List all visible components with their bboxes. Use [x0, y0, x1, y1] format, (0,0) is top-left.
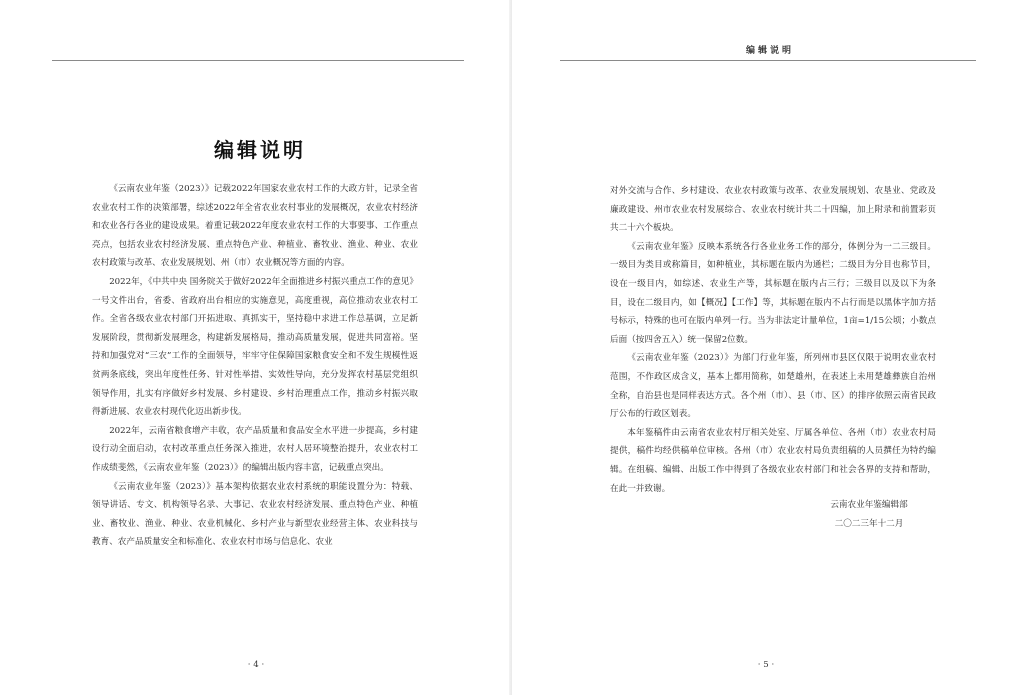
page-number-right: · 5 · [757, 660, 775, 670]
paragraph: 《云南农业年鉴（2023）》记载2022年国家农业农村工作的大政方针，记录全省农业农村工作的决策部署，综述2022年全省农业农村事业的发展概况，农业农村经济和农业各行各业的建设成果。着重记载2022年度农业农村工作的大事要事、工作重点亮点，包括农业农村经济发展、重点特色产业、种植业、畜牧业、渔业、种业、农业农村政策与改革、农业发展规划、州（市）农业概况等方面的内容。 [92, 184, 418, 269]
running-head: 编辑说明 [745, 46, 794, 56]
signature-date: 二〇二三年十二月 [834, 519, 904, 529]
paragraph: 《云南农业年鉴》反映本系统各行各业业务工作的部分，体例分为一二三级目。一级目为类目或称篇目，如种植业，其标题在版内为通栏；二级目为分目也称节目，设在一级目内，如综述、农业生产等，其标题在版内占三行；三级目以及以下为条目，设在二级目内，如【概况】【工作】等，其标题在版内不占行而是以黑体字加方括号标示，特殊的也可在版内单列一行。当为非法定计量单位，1亩=1/15公顷；小数点后面（按四舍五入）统一保留2位数。 [610, 241, 936, 345]
page-number-left: · 4 · [247, 660, 265, 670]
signature-org: 云南农业年鉴编辑部 [830, 500, 908, 510]
paragraph: 2022年，云南省粮食增产丰收，农产品质量和食品安全水平进一步提高，乡村建设行动全面启动，农村改革重点任务深入推进，农村人居环境整治提升，农业农村工作成绩斐然，《云南农业年鉴（2023）》的编辑出版内容丰富，记载重点突出。 [92, 425, 418, 473]
paragraph: 《云南农业年鉴（2023）》基本架构依据农业农村系统的职能设置分为：特载、领导讲话、专文、机构领导名录、大事记、农业农村经济发展、重点特色产业、种植业、畜牧业、渔业、种业、农业机械化、乡村产业与新型农业经营主体、农业科技与教育、农产品质量安全和标准化、农业农村市场与信息化、农业 [92, 481, 418, 548]
signature-block [804, 496, 934, 534]
page-title: 编辑说明 [214, 138, 306, 162]
paragraph: 2022年，《中共中央 国务院关于做好2022年全面推进乡村振兴重点工作的意见》一号文件出台，省委、省政府出台相应的实施意见，高度重视，高位推动农业农村工作。全省各级农业农村部门开拓进取、真抓实干，坚持稳中求进工作总基调，立足新发展阶段，贯彻新发展理念，构建新发展格局，推动高质量发展，促进共同富裕。坚持和加强党对“三农”工作的全面领导，牢牢守住保障国家粮食安全和不发生规模性返贫两条底线，突出年度性任务、针对性举措、实效性导向，充分发挥农村基层党组织领导作用，扎实有序做好乡村发展、乡村建设、乡村治理重点工作，推动乡村振兴取得新进展、农业农村现代化迈出新步伐。 [92, 276, 418, 418]
right-page [512, 0, 1024, 695]
paragraph: 《云南农业年鉴（2023）》为部门行业年鉴，所列州市县区仅限于说明农业农村范围，不作政区成含义，基本上都用简称，如楚雄州，在表述上未用楚雄彝族自治州全称，自治县也是同样表达方式。各个州（市）、县（市、区）的排序依照云南省民政厅公布的行政区划表。 [610, 353, 936, 420]
right-body-text [610, 182, 936, 498]
paragraph: 对外交流与合作、乡村建设、农业农村政策与改革、农业发展规划、农垦业、党政及廉政建设、州市农业农村发展综合、农业农村统计共二十四编，加上附录和前置彩页共二十六个板块。 [610, 186, 936, 234]
header-rule-right [560, 60, 976, 61]
left-body-text [92, 180, 418, 552]
paragraph: 本年鉴稿件由云南省农业农村厅相关处室、厅属各单位、各州（市）农业农村局提供，稿件均经供稿单位审核。各州（市）农业农村局负责组稿的人员撰任为特约编辑。在组稿、编辑、出版工作中得到了各级农业农村部门和社会各界的支持和帮助，在此一并致谢。 [610, 427, 936, 494]
header-rule-left [52, 60, 464, 61]
